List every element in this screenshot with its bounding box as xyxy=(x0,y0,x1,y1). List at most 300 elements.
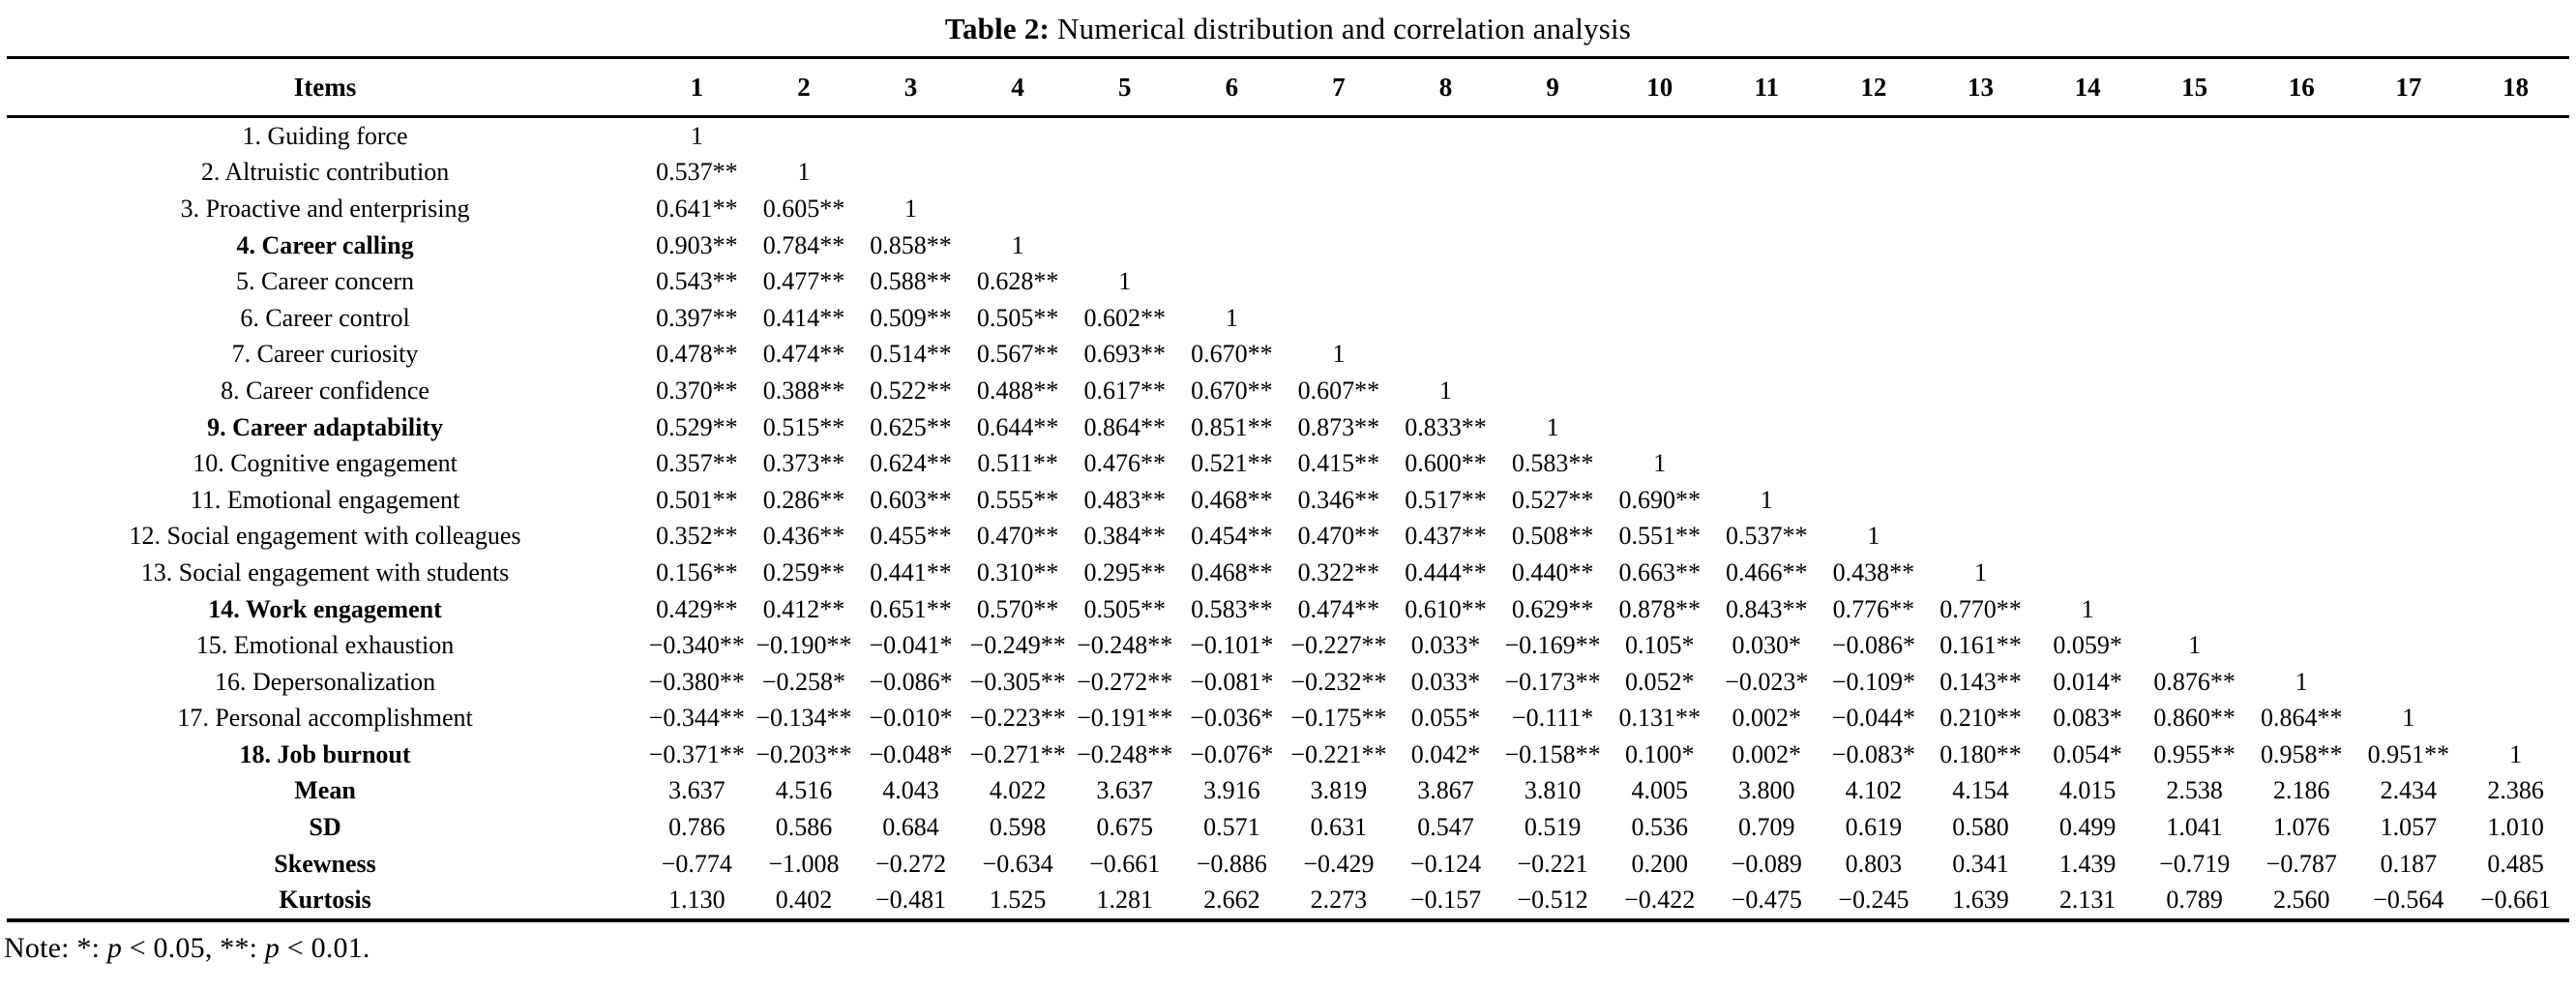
value-cell: −0.223** xyxy=(969,704,1066,733)
value-cell xyxy=(2034,445,2142,482)
value-cell xyxy=(2355,263,2463,300)
value-cell xyxy=(1392,155,1499,192)
value-cell xyxy=(2248,227,2355,264)
col-header-cell: 16 xyxy=(2248,58,2355,117)
table-row xyxy=(7,337,2569,374)
value-cell xyxy=(2141,591,2248,628)
value-cell: 0.002* xyxy=(1732,704,1802,733)
value-cell: 0.693** xyxy=(1083,340,1166,369)
value-cell: −0.173** xyxy=(1504,667,1601,696)
table-caption-label: Table 2: xyxy=(944,12,1051,45)
value-cell: 0.346** xyxy=(1297,485,1380,514)
items-header-cell: Items xyxy=(7,58,643,117)
value-cell: 3.867 xyxy=(1417,776,1474,805)
value-cell: −0.661 xyxy=(1089,849,1161,878)
value-cell: 0.625** xyxy=(870,412,952,441)
value-cell: 0.537** xyxy=(1726,522,1808,551)
item-label-cell: 12. Social engagement with colleagues xyxy=(129,522,521,551)
value-cell: 1.639 xyxy=(1952,886,2009,915)
col-header-cell: 14 xyxy=(2034,58,2142,117)
value-cell: 0.397** xyxy=(656,303,738,332)
value-cell xyxy=(2248,155,2355,192)
value-cell: 1 xyxy=(2509,739,2523,768)
value-cell: −0.221 xyxy=(1517,849,1588,878)
value-cell: 0.055* xyxy=(1410,704,1481,733)
value-cell: 0.295** xyxy=(1083,557,1166,586)
value-cell xyxy=(2034,337,2142,374)
value-cell: 1.130 xyxy=(668,886,725,915)
value-cell: 0.474** xyxy=(762,340,845,369)
value-cell xyxy=(2355,337,2463,374)
table-row xyxy=(7,846,2569,883)
value-cell xyxy=(1927,519,2034,556)
value-cell xyxy=(2355,373,2463,409)
value-cell xyxy=(2034,482,2142,519)
value-cell xyxy=(1286,300,1393,337)
value-cell xyxy=(1392,117,1499,155)
value-cell: 0.598 xyxy=(989,813,1047,842)
value-cell: 0.651** xyxy=(870,594,952,623)
table-row xyxy=(7,627,2569,664)
value-cell xyxy=(2141,155,2248,192)
value-cell: 0.259** xyxy=(762,557,845,586)
value-cell xyxy=(2355,664,2463,701)
value-cell: −0.249** xyxy=(969,631,1066,660)
value-cell xyxy=(1286,117,1393,155)
value-cell xyxy=(1821,191,1928,227)
value-cell xyxy=(2462,445,2569,482)
value-cell xyxy=(2248,519,2355,556)
value-cell xyxy=(1713,155,1821,192)
value-cell: −0.429 xyxy=(1303,849,1375,878)
value-cell xyxy=(2141,482,2248,519)
value-cell xyxy=(1392,263,1499,300)
value-cell: 0.551** xyxy=(1618,522,1701,551)
table-row xyxy=(7,117,2569,155)
value-cell: −0.475 xyxy=(1731,886,1802,915)
value-cell xyxy=(1499,227,1607,264)
value-cell xyxy=(1927,409,2034,446)
value-cell: 0.440** xyxy=(1511,557,1594,586)
value-cell: 4.005 xyxy=(1631,776,1688,805)
value-cell: −0.719 xyxy=(2159,849,2231,878)
value-cell xyxy=(857,117,964,155)
value-cell: 0.876** xyxy=(2153,667,2235,696)
value-cell: 0.617** xyxy=(1083,376,1166,405)
value-cell: 0.663** xyxy=(1618,557,1701,586)
value-cell: 0.955** xyxy=(2153,739,2235,768)
value-cell: 0.210** xyxy=(1939,704,2022,733)
value-cell xyxy=(2355,519,2463,556)
value-cell xyxy=(2462,701,2569,737)
value-cell xyxy=(1606,191,1713,227)
value-cell xyxy=(2462,664,2569,701)
table-body xyxy=(7,117,2569,921)
value-cell: 0.373** xyxy=(762,449,845,478)
value-cell xyxy=(1606,117,1713,155)
value-cell: −0.036* xyxy=(1190,704,1274,733)
value-cell: −0.083* xyxy=(1831,739,1915,768)
col-header-cell: 5 xyxy=(1071,58,1178,117)
value-cell xyxy=(1071,227,1178,264)
value-cell: 0.789 xyxy=(2166,886,2223,915)
value-cell: 0.412** xyxy=(762,594,845,623)
value-cell xyxy=(2355,227,2463,264)
value-cell xyxy=(1178,263,1286,300)
value-cell xyxy=(1606,155,1713,192)
value-cell: 0.059* xyxy=(2053,631,2122,660)
value-cell: 0.180** xyxy=(1939,739,2022,768)
value-cell: −0.203** xyxy=(755,739,852,768)
value-cell: 0.543** xyxy=(656,267,738,296)
table-row xyxy=(7,373,2569,409)
table-row xyxy=(7,773,2569,810)
value-cell: 0.161** xyxy=(1939,631,2022,660)
value-cell xyxy=(2355,409,2463,446)
value-cell xyxy=(2355,155,2463,192)
value-cell: 0.514** xyxy=(870,340,952,369)
value-cell xyxy=(2355,627,2463,664)
value-cell: 0.517** xyxy=(1405,485,1487,514)
col-header-cell: 9 xyxy=(1499,58,1607,117)
value-cell: −0.191** xyxy=(1077,704,1173,733)
table-row xyxy=(7,591,2569,628)
value-cell: −0.886 xyxy=(1196,849,1267,878)
value-cell xyxy=(2462,482,2569,519)
value-cell: 0.600** xyxy=(1405,449,1487,478)
value-cell: −0.272** xyxy=(1077,667,1173,696)
col-header-cell: 3 xyxy=(857,58,964,117)
value-cell: −0.564 xyxy=(2373,886,2444,915)
value-cell xyxy=(2462,373,2569,409)
value-cell xyxy=(1606,227,1713,264)
value-cell xyxy=(1821,227,1928,264)
value-cell: 0.508** xyxy=(1511,522,1594,551)
item-label-cell: 7. Career curiosity xyxy=(231,340,419,369)
value-cell: −0.512 xyxy=(1517,886,1588,915)
note xyxy=(0,922,2576,965)
table-row xyxy=(7,736,2569,773)
value-cell: 0.958** xyxy=(2261,739,2343,768)
table-row xyxy=(7,809,2569,846)
value-cell xyxy=(1286,227,1393,264)
item-label-cell: 8. Career confidence xyxy=(221,376,429,405)
value-cell xyxy=(2141,519,2248,556)
value-cell: 0.515** xyxy=(762,412,845,441)
note-text: < 0.01. xyxy=(280,932,370,965)
value-cell: 0.488** xyxy=(976,376,1059,405)
value-cell xyxy=(1071,117,1178,155)
value-cell: 4.043 xyxy=(882,776,939,805)
value-cell xyxy=(1713,445,1821,482)
value-cell: 0.864** xyxy=(2261,704,2343,733)
value-cell: 4.154 xyxy=(1952,776,2009,805)
value-cell: 0.511** xyxy=(977,449,1058,478)
item-label-cell: 13. Social engagement with students xyxy=(140,557,510,586)
value-cell: 0.474** xyxy=(1297,594,1380,623)
item-label-cell: 10. Cognitive engagement xyxy=(192,449,458,478)
value-cell: −0.340** xyxy=(648,631,745,660)
value-cell: 0.675 xyxy=(1096,813,1153,842)
value-cell: 0.499 xyxy=(2058,813,2117,842)
value-cell: 0.002* xyxy=(1732,739,1802,768)
table-row xyxy=(7,155,2569,192)
value-cell: 0.583** xyxy=(1511,449,1594,478)
value-cell: 0.521** xyxy=(1191,449,1273,478)
value-cell: 0.156** xyxy=(656,557,738,586)
value-cell: 0.505** xyxy=(1083,594,1166,623)
value-cell: 0.580 xyxy=(1952,813,2009,842)
value-cell xyxy=(1821,373,1928,409)
value-cell: 1 xyxy=(2402,704,2415,733)
value-cell: −0.245 xyxy=(1838,886,1910,915)
table-row xyxy=(7,555,2569,591)
value-cell xyxy=(1178,155,1286,192)
value-cell: 1.057 xyxy=(2380,813,2438,842)
value-cell xyxy=(2355,300,2463,337)
value-cell xyxy=(2248,627,2355,664)
value-cell xyxy=(2248,191,2355,227)
value-cell: 0.402 xyxy=(775,886,833,915)
value-cell xyxy=(1713,373,1821,409)
value-cell: 0.555** xyxy=(976,485,1059,514)
item-label-cell: Mean xyxy=(294,776,356,805)
value-cell xyxy=(857,155,964,192)
value-cell: 1.281 xyxy=(1096,886,1153,915)
value-cell xyxy=(2248,300,2355,337)
value-cell xyxy=(1927,300,2034,337)
value-cell: 0.803 xyxy=(1845,849,1903,878)
value-cell: −0.258* xyxy=(761,667,846,696)
value-cell: 1 xyxy=(1011,230,1024,259)
value-cell: 0.547 xyxy=(1417,813,1474,842)
value-cell: 0.602** xyxy=(1083,303,1166,332)
col-header-cell: 15 xyxy=(2141,58,2248,117)
value-cell xyxy=(2462,155,2569,192)
value-cell xyxy=(1713,191,1821,227)
value-cell: 2.560 xyxy=(2273,886,2330,915)
value-cell: −0.041* xyxy=(869,631,953,660)
value-cell: 0.438** xyxy=(1832,557,1915,586)
value-cell: 0.624** xyxy=(870,449,952,478)
value-cell xyxy=(1178,117,1286,155)
value-cell: 0.570** xyxy=(976,594,1059,623)
value-cell xyxy=(2462,409,2569,446)
value-cell xyxy=(2248,445,2355,482)
value-cell: 0.610** xyxy=(1405,594,1487,623)
note-text: : xyxy=(249,932,265,965)
value-cell: 0.631 xyxy=(1310,813,1368,842)
value-cell xyxy=(1606,337,1713,374)
value-cell: 0.455** xyxy=(870,522,952,551)
value-cell: 3.916 xyxy=(1203,776,1260,805)
value-cell xyxy=(2248,263,2355,300)
value-cell xyxy=(2141,191,2248,227)
value-cell: 0.644** xyxy=(976,412,1059,441)
value-cell xyxy=(2141,445,2248,482)
value-cell xyxy=(1713,300,1821,337)
value-cell xyxy=(1821,445,1928,482)
value-cell: −0.048* xyxy=(869,739,953,768)
table-row xyxy=(7,482,2569,519)
value-cell xyxy=(1927,155,2034,192)
value-cell: 1.010 xyxy=(2487,813,2544,842)
value-cell: −0.305** xyxy=(969,667,1066,696)
table-row xyxy=(7,445,2569,482)
item-label-cell: 1. Guiding force xyxy=(242,121,408,150)
col-header-cell: 13 xyxy=(1927,58,2034,117)
significance-star: * xyxy=(76,932,92,965)
value-cell xyxy=(1499,117,1607,155)
value-cell: 0.670** xyxy=(1191,376,1273,405)
p-symbol: p xyxy=(264,932,281,965)
value-cell: −0.157 xyxy=(1409,886,1482,915)
value-cell xyxy=(1606,263,1713,300)
value-cell: −0.081* xyxy=(1190,667,1274,696)
value-cell: −0.089 xyxy=(1731,849,1802,878)
value-cell: 0.527** xyxy=(1511,485,1594,514)
item-label-cell: 16. Depersonalization xyxy=(214,667,436,696)
value-cell: 1 xyxy=(2081,594,2094,623)
value-cell: 0.843** xyxy=(1726,594,1808,623)
table-row xyxy=(7,227,2569,264)
value-cell xyxy=(2248,373,2355,409)
value-cell: 3.810 xyxy=(1524,776,1582,805)
col-header-cell: 1 xyxy=(643,58,751,117)
value-cell: 0.470** xyxy=(976,522,1059,551)
value-cell xyxy=(2141,227,2248,264)
value-cell xyxy=(1713,263,1821,300)
value-cell: 0.858** xyxy=(870,230,952,259)
table-header-row xyxy=(7,58,2569,117)
item-label-cell: 11. Emotional engagement xyxy=(190,485,460,514)
table-row xyxy=(7,664,2569,701)
value-cell xyxy=(2462,300,2569,337)
value-cell: 0.770** xyxy=(1939,594,2022,623)
note-text: : xyxy=(91,932,107,965)
value-cell: 2.386 xyxy=(2487,776,2544,805)
value-cell: 2.434 xyxy=(2380,776,2438,805)
value-cell: 0.131** xyxy=(1618,704,1701,733)
value-cell xyxy=(2248,117,2355,155)
value-cell xyxy=(1499,337,1607,374)
value-cell xyxy=(1499,373,1607,409)
value-cell: 0.571 xyxy=(1203,813,1260,842)
note-text: < 0.05, xyxy=(122,932,221,965)
value-cell: 0.833** xyxy=(1405,412,1487,441)
value-cell: 0.437** xyxy=(1405,522,1487,551)
value-cell: 3.637 xyxy=(1096,776,1153,805)
value-cell: 0.860** xyxy=(2153,704,2235,733)
value-cell: −0.134** xyxy=(755,704,852,733)
value-cell: −0.175** xyxy=(1290,704,1387,733)
value-cell: 0.519 xyxy=(1524,813,1582,842)
col-header-cell: 7 xyxy=(1286,58,1393,117)
value-cell xyxy=(1927,337,2034,374)
value-cell: −0.272 xyxy=(874,849,947,878)
value-cell xyxy=(1713,227,1821,264)
value-cell: 2.131 xyxy=(2058,886,2117,915)
value-cell: 0.709 xyxy=(1738,813,1795,842)
value-cell: 0.684 xyxy=(882,813,939,842)
value-cell xyxy=(2034,263,2142,300)
item-label-cell: Skewness xyxy=(274,849,376,878)
item-label-cell: 18. Job burnout xyxy=(239,739,411,768)
col-header-cell: 18 xyxy=(2462,58,2569,117)
col-header-cell: 6 xyxy=(1178,58,1286,117)
value-cell: 3.819 xyxy=(1310,776,1368,805)
value-cell: 1 xyxy=(1118,267,1132,296)
value-cell xyxy=(751,117,858,155)
value-cell xyxy=(2462,627,2569,664)
table-row xyxy=(7,409,2569,446)
col-header-cell: 11 xyxy=(1713,58,1821,117)
value-cell xyxy=(1927,191,2034,227)
value-cell: 0.470** xyxy=(1297,522,1380,551)
value-cell xyxy=(2462,519,2569,556)
value-cell: 0.603** xyxy=(870,485,952,514)
item-label-cell: SD xyxy=(309,813,341,842)
value-cell xyxy=(1927,373,2034,409)
item-label-cell: 17. Personal accomplishment xyxy=(177,704,473,733)
value-cell: 0.786 xyxy=(668,813,725,842)
value-cell xyxy=(1821,117,1928,155)
value-cell xyxy=(2355,591,2463,628)
value-cell xyxy=(1713,117,1821,155)
col-header-cell: 8 xyxy=(1392,58,1499,117)
value-cell xyxy=(2248,591,2355,628)
value-cell xyxy=(2141,373,2248,409)
value-cell: 3.800 xyxy=(1738,776,1795,805)
value-cell: 0.864** xyxy=(1083,412,1166,441)
table-row xyxy=(7,882,2569,920)
value-cell: 0.607** xyxy=(1297,376,1380,405)
item-label-cell: 15. Emotional exhaustion xyxy=(195,631,455,660)
value-cell: 0.468** xyxy=(1191,557,1273,586)
value-cell: −0.221** xyxy=(1290,739,1387,768)
value-cell: 0.529** xyxy=(656,412,738,441)
value-cell: 0.415** xyxy=(1297,449,1380,478)
value-cell: −0.109* xyxy=(1831,667,1915,696)
value-cell xyxy=(1499,155,1607,192)
value-cell xyxy=(1713,409,1821,446)
value-cell: 0.143** xyxy=(1939,667,2022,696)
value-cell xyxy=(1606,300,1713,337)
value-cell xyxy=(2141,117,2248,155)
value-cell: 0.784** xyxy=(762,230,845,259)
value-cell: 1 xyxy=(690,121,703,150)
value-cell: 4.516 xyxy=(775,776,833,805)
value-cell xyxy=(1927,263,2034,300)
value-cell: −0.271** xyxy=(969,739,1066,768)
value-cell: −0.169** xyxy=(1504,631,1601,660)
value-cell: 1 xyxy=(904,194,918,223)
value-cell: −0.023* xyxy=(1725,667,1809,696)
value-cell xyxy=(2034,373,2142,409)
value-cell xyxy=(2034,555,2142,591)
value-cell: 0.341 xyxy=(1952,849,2009,878)
value-cell: −0.076* xyxy=(1190,739,1274,768)
value-cell: 0.567** xyxy=(976,340,1059,369)
value-cell xyxy=(1927,227,2034,264)
value-cell: −0.248** xyxy=(1077,739,1173,768)
value-cell: −0.010* xyxy=(869,704,953,733)
value-cell: 0.483** xyxy=(1083,485,1166,514)
value-cell: 0.878** xyxy=(1618,594,1701,623)
value-cell xyxy=(2141,409,2248,446)
value-cell xyxy=(1178,227,1286,264)
value-cell: −0.634 xyxy=(982,849,1053,878)
